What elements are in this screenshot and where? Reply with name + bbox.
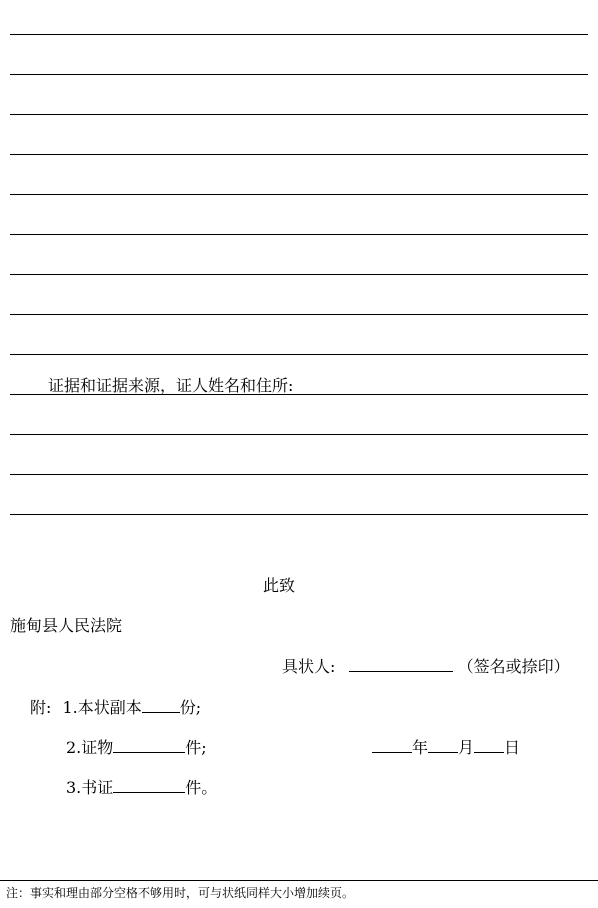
writing-line xyxy=(10,74,588,75)
date-line xyxy=(372,736,520,758)
item-suffix: 份; xyxy=(179,698,202,717)
writing-line xyxy=(10,34,588,35)
writing-line xyxy=(10,474,588,475)
signature-hint: （签名或捺印） xyxy=(457,657,570,676)
writing-line xyxy=(10,314,588,315)
footnote-divider xyxy=(0,880,598,881)
exhibits-blank[interactable] xyxy=(113,736,185,753)
item-suffix: 件。 xyxy=(185,778,218,797)
documents-blank[interactable] xyxy=(113,776,185,793)
year-label: 年 xyxy=(412,738,429,757)
attachment-item-3 xyxy=(66,776,217,798)
court-name: 施甸县人民法院 xyxy=(10,616,123,635)
item-label: 本状副本 xyxy=(77,698,142,717)
attachment-item-2 xyxy=(66,736,207,758)
writing-line xyxy=(10,514,588,515)
attachment-item-1 xyxy=(30,696,201,718)
item-number: 3. xyxy=(66,778,82,797)
month-blank[interactable] xyxy=(428,736,458,753)
item-number: 1. xyxy=(62,698,78,717)
month-label: 月 xyxy=(458,738,475,757)
item-label: 书证 xyxy=(81,778,114,797)
item-suffix: 件; xyxy=(185,738,207,757)
signature-blank[interactable] xyxy=(349,655,453,672)
year-blank[interactable] xyxy=(372,736,412,753)
writing-line xyxy=(10,194,588,195)
writing-line xyxy=(10,354,588,355)
writing-line xyxy=(10,154,588,155)
footnote: 注：事实和理由部分空格不够用时，可与状纸同样大小增加续页。 xyxy=(6,886,355,900)
copies-blank[interactable] xyxy=(142,696,180,713)
item-number: 2. xyxy=(66,738,82,757)
writing-line xyxy=(10,234,588,235)
evidence-heading: 证据和证据来源，证人姓名和住所: xyxy=(48,376,294,395)
item-label: 证物 xyxy=(81,738,114,757)
day-blank[interactable] xyxy=(474,736,504,753)
closing-text: 此致 xyxy=(263,576,296,595)
writing-line xyxy=(10,394,588,395)
day-label: 日 xyxy=(504,738,521,757)
signature-label: 具状人: xyxy=(282,657,336,676)
signature-line xyxy=(282,655,570,677)
writing-line xyxy=(10,434,588,435)
writing-line xyxy=(10,274,588,275)
writing-line xyxy=(10,114,588,115)
attachments-prefix: 附: xyxy=(30,698,52,717)
